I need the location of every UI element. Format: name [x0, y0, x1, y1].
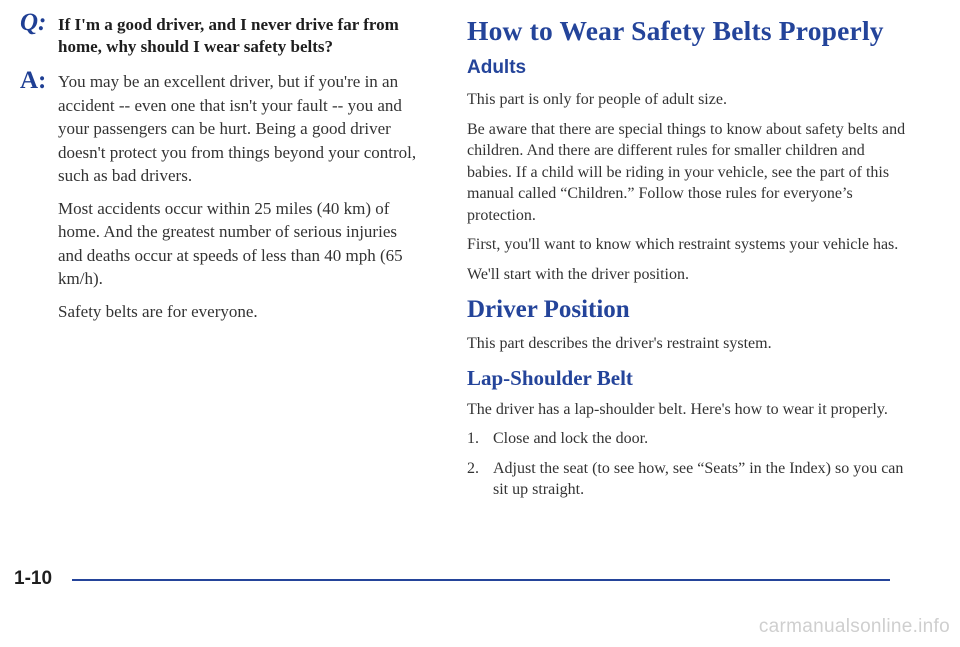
- step-number: 2.: [467, 459, 479, 477]
- left-column: [20, 0, 420, 323]
- adults-heading: Adults: [467, 57, 527, 78]
- page-footer: [14, 567, 890, 597]
- adults-paragraph-driver: We'll start with the driver position.: [467, 265, 689, 283]
- watermark: carmanualsonline.info: [758, 616, 950, 637]
- right-column: [467, 0, 907, 501]
- step-item: [467, 428, 907, 450]
- section-title: How to Wear Safety Belts Properly: [467, 15, 884, 46]
- step-number: 1.: [467, 430, 479, 447]
- answer-mark-label: A:: [20, 67, 47, 94]
- question-block: [20, 9, 420, 58]
- driver-position-text: This part describes the driver's restraint system.: [467, 335, 772, 352]
- step-item: [467, 458, 907, 501]
- step-text: Close and lock the door.: [493, 430, 649, 447]
- answer-text: You may be an excellent driver, but if you're in an accident -- even one that isn't your fault -- you and your passengers can be hurt. Being a good driver doesn't protect you from things beyond your control, such as bad drivers.: [58, 72, 417, 185]
- lap-shoulder-belt-heading: Lap-Shoulder Belt: [467, 365, 633, 390]
- adults-paragraph-restraint: First, you'll want to know which restraint systems your vehicle has.: [467, 236, 899, 253]
- adults-paragraph-size: This part is only for people of adult size.: [467, 91, 727, 108]
- footer-rule: [72, 579, 890, 581]
- lap-shoulder-belt-text: The driver has a lap-shoulder belt. Here's how to wear it properly.: [467, 400, 888, 418]
- question-text: If I'm a good driver, and I never drive far from home, why should I wear safety belts?: [58, 15, 399, 56]
- page-number: 1-10: [14, 568, 53, 589]
- accident-distance-paragraph: Most accidents occur within 25 miles (40 km) of home. And the greatest number of serious injuries and deaths occur at speeds of less than 40 mph (65 km/h).: [58, 198, 403, 288]
- adults-paragraph-children: Be aware that there are special things to know about safety belts and children. And there are different rules for smaller children and babies. If a child will be riding in your vehicle, see the part of this manual called “Children.” Follow those rules for everyone’s protection.: [467, 120, 906, 224]
- driver-position-heading: Driver Position: [467, 296, 630, 323]
- answer-block: [20, 67, 420, 188]
- question-mark-label: Q:: [20, 9, 47, 36]
- step-text: Adjust the seat (to see how, see “Seats” in the Index) so you can sit up straight.: [493, 459, 904, 498]
- safety-belts-everyone-paragraph: Safety belts are for everyone.: [58, 301, 258, 321]
